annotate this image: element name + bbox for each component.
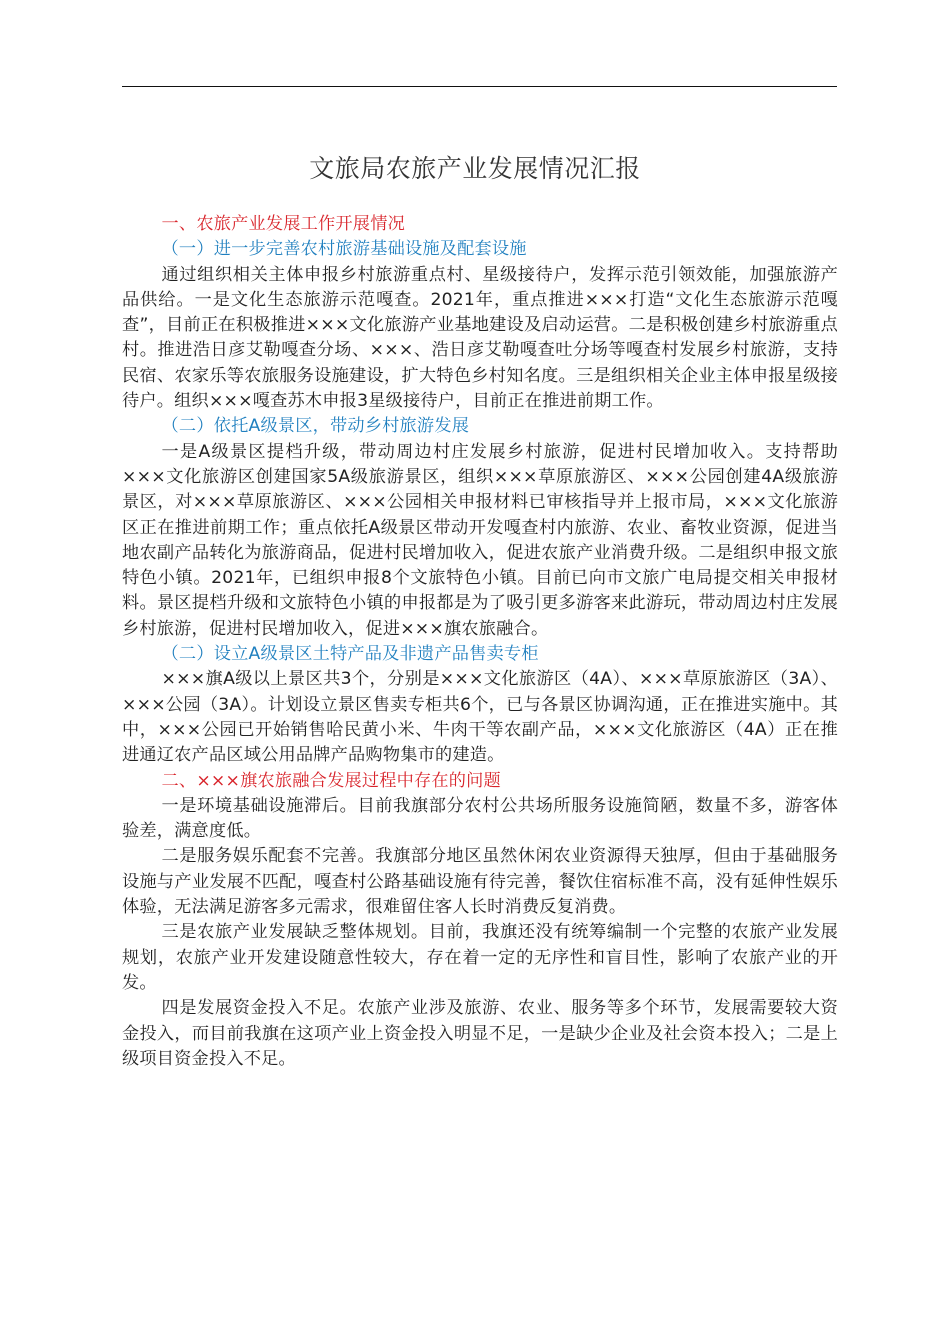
document-body [122, 212, 838, 1072]
paragraph: 四是发展资金投入不足。农旅产业涉及旅游、农业、服务等多个环节，发展需要较大资金投入，而目前我旗在这项产业上资金投入明显不足，一是缺少企业及社会资本投入；二是上级项目资金投入不足。 [122, 998, 838, 1069]
paragraph: 一是A级景区提档升级，带动周边村庄发展乡村旅游，促进村民增加收入。支持帮助×××文化旅游区创建国家5A级旅游景区，组织×××草原旅游区、×××公园创建4A级旅游景区，对×××草原旅游区、×××公园相关申报材料已审核指导并上报市局，×××文化旅游区正在推进前期工作；重点依托A级景区带动开发嘎查村内旅游、农业、畜牧业资源，促进当地农副产品转化为旅游商品，促进村民增加收入，促进农旅产业消费升级。二是组织申报文旅特色小镇。2021年，已组织申报8个文旅特色小镇。目前已向市文旅广电局提交相关申报材料。景区提档升级和文旅特色小镇的申报都是为了吸引更多游客来此游玩，带动周边村庄发展乡村旅游，促进村民增加收入，促进×××旗农旅融合。 [122, 441, 838, 639]
document-title: 文旅局农旅产业发展情况汇报 [309, 154, 641, 183]
header-rule [122, 86, 837, 87]
paragraph: 三是农旅产业发展缺乏整体规划。目前，我旗还没有统筹编制一个完整的农旅产业发展规划，农旅产业开发建设随意性较大，存在着一定的无序性和盲目性，影响了农旅产业的开发。 [122, 922, 838, 993]
subsection-heading-2: （二）依托A级景区，带动乡村旅游发展 [161, 416, 470, 437]
paragraph: 二是服务娱乐配套不完善。我旗部分地区虽然休闲农业资源得天独厚，但由于基础服务设施与产业发展不匹配，嘎查村公路基础设施有待完善，餐饮住宿标准不高，没有延伸性娱乐体验，无法满足游客多元需求，很难留住客人长时消费反复消费。 [122, 846, 838, 918]
paragraph: 一是环境基础设施滞后。目前我旗部分农村公共场所服务设施简陋，数量不多，游客体验差，满意度低。 [122, 795, 838, 842]
paragraph: 通过组织相关主体申报乡村旅游重点村、星级接待户，发挥示范引领效能，加强旅游产品供给。一是文化生态旅游示范嘎查。2021年，重点推进×××打造“文化生态旅游示范嘎查”，目前正在积极推进×××文化旅游产业基地建设及启动运营。二是积极创建乡村旅游重点村。推进浩日彦艾勒嘎查分场、×××、浩日彦艾勒嘎查吐分场等嘎查村发展乡村旅游，支持民宿、农家乐等农旅服务设施建设，扩大特色乡村知名度。三是组织相关企业主体申报星级接待户。组织×××嘎查苏木申报3星级接待户，目前正在推进前期工作。 [122, 264, 838, 412]
subsection-heading-1: （一）进一步完善农村旅游基础设施及配套设施 [161, 239, 527, 260]
section-heading-2: 二、×××旗农旅融合发展过程中存在的问题 [161, 770, 501, 791]
subsection-heading-3: （二）设立A级景区土特产品及非遗产品售卖专柜 [161, 644, 539, 665]
section-heading-1: 一、农旅产业发展工作开展情况 [161, 214, 405, 234]
paragraph: ×××旗A级以上景区共3个，分别是×××文化旅游区（4A）、×××草原旅游区（3A）、×××公园（3A）。计划设立景区售卖专柜共6个，已与各景区协调沟通，正在推进实施中。其中，×××公园已开始销售哈民黄小米、牛肉干等农副产品，×××文化旅游区（4A）正在推进通辽农产品区域公用品牌产品购物集市的建造。 [122, 669, 838, 766]
